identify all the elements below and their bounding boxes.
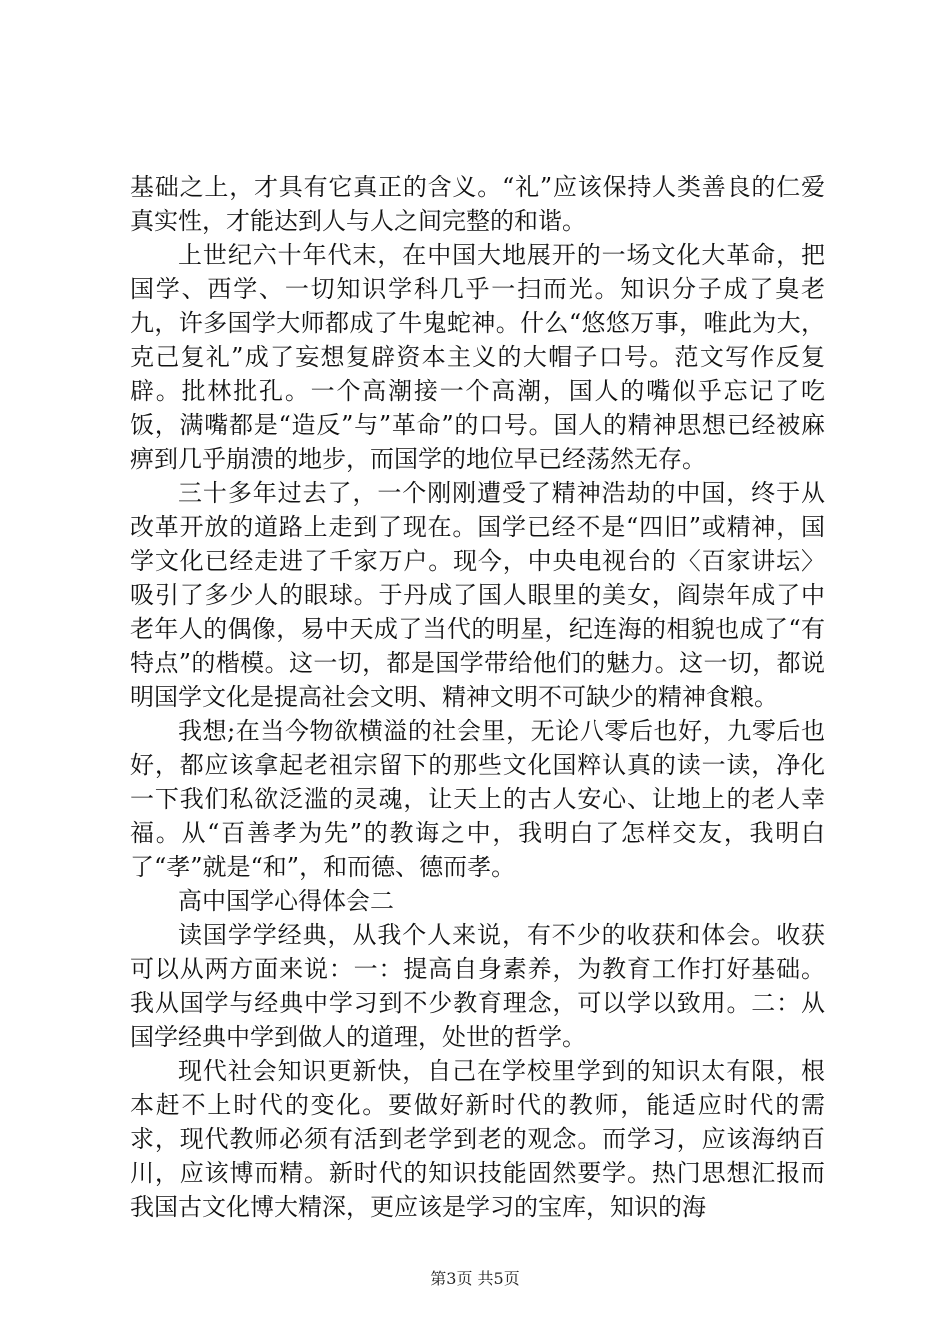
section-heading: 高中国学心得体会二 xyxy=(178,887,394,915)
document-body xyxy=(130,170,825,1224)
paragraph-reform-era: 三十多年过去了，一个刚刚遭受了精神浩劫的中国，终于从改革开放的道路上走到了现在。国学已经不是“四旧”或精神，国学文化已经走进了千家万户。现今，中央电视台的〈百家讲坛〉吸引了多少人的眼球。于丹成了国人眼里的美女，阎崇年成了中老年人的偶像，易中天成了当代的明星，纪连海的相貌也成了“有特点”的楷模。这一切，都是国学带给他们的魅力。这一切，都说明国学文化是提高社会文明、精神文明不可缺少的精神食粮。 xyxy=(130,479,825,711)
paragraph-cultural-revolution: 上世纪六十年代末，在中国大地展开的一场文化大革命，把国学、西学、一切知识学科几乎一扫而光。知识分子成了臭老九，许多国学大师都成了牛鬼蛇神。什么“悠悠万事，唯此为大，克己复礼”成了妄想复辟资本主义的大帽子口号。范文写作反复辟。批林批孔。一个高潮接一个高潮，国人的嘴似乎忘记了吃饭，满嘴都是“造反”与”革命”的口号。国人的精神思想已经被麻痹到几乎崩溃的地步，而国学的地位早已经荡然无存。 xyxy=(130,241,825,473)
paragraph-reflection: 我想;在当今物欲横溢的社会里，无论八零后也好，九零后也好，都应该拿起老祖宗留下的那些文化国粹认真的读一读，净化一下我们私欲泛滥的灵魂，让天上的古人安心、让地上的老人幸福。从“百善孝为先”的教诲之中，我明白了怎样交友，我明白了“孝”就是“和”，和而德、德而孝。 xyxy=(130,717,825,881)
page-number-footer: 第3页 共5页 xyxy=(430,1269,520,1288)
paragraph-gains: 读国学学经典，从我个人来说，有不少的收获和体会。收获可以从两方面来说：一：提高自身素养，为教育工作打好基础。我从国学与经典中学习到不少教育理念，可以学以致用。二：从国学经典中学到做人的道理，处世的哲学。 xyxy=(130,921,825,1051)
paragraph-continuation: 基础之上，才具有它真正的含义。“礼”应该保持人类善良的仁爱真实性，才能达到人与人之间完整的和谐。 xyxy=(130,173,825,235)
paragraph-modern-knowledge: 现代社会知识更新快，自己在学校里学到的知识太有限，根本赶不上时代的变化。要做好新时代的教师，能适应时代的需求，现代教师必须有活到老学到老的观念。而学习，应该海纳百川，应该博而精。新时代的知识技能固然要学。热门思想汇报而我国古文化博大精深，更应该是学习的宝库，知识的海 xyxy=(130,1057,825,1221)
